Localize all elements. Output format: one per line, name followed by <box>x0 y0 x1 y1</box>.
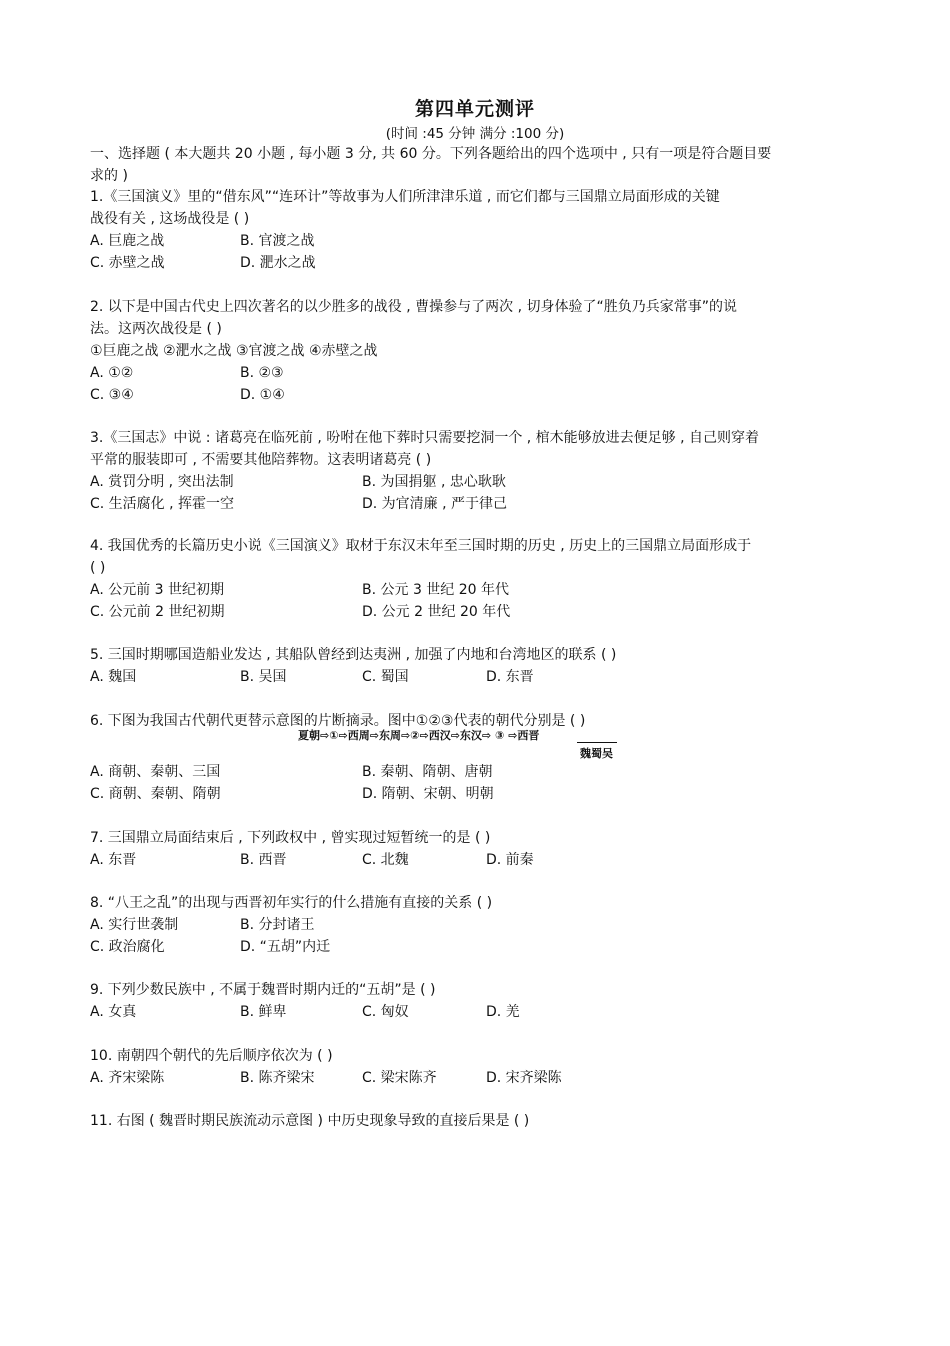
question-10 <box>90 1045 865 1089</box>
question-2-options-row-2 <box>90 384 865 406</box>
question-2-stem-1: 2. 以下是中国古代史上四次著名的以少胜多的战役 , 曹操参与了两次 , 切身体验了“胜负乃兵家常事”的说 <box>90 299 738 315</box>
option-b: B. 吴国 <box>240 669 287 685</box>
option-c: C. 公元前 2 世纪初期 <box>90 604 225 620</box>
option-b: B. 鲜卑 <box>240 1004 287 1020</box>
option-b: B. ②③ <box>240 365 284 381</box>
option-b: B. 官渡之战 <box>240 233 315 249</box>
question-1-options-row-1 <box>90 230 865 252</box>
option-c: C. 生活腐化 , 挥霍一空 <box>90 496 235 512</box>
option-a: A. 公元前 3 世纪初期 <box>90 582 225 598</box>
question-9-stem: 9. 下列少数民族中 , 不属于魏晋时期内迁的“五胡”是 ( ) <box>90 982 436 998</box>
option-c: C. 匈奴 <box>362 1004 409 1020</box>
question-4-options-row-1 <box>90 579 865 601</box>
question-8-stem: 8. “八王之乱”的出现与西晋初年实行的什么措施有直接的关系 ( ) <box>90 895 493 911</box>
option-a: A. 商朝、秦朝、三国 <box>90 764 221 780</box>
option-c: C. 赤壁之战 <box>90 255 165 271</box>
exam-time-score: (时间 :45 分钟 满分 :100 分) <box>385 126 565 142</box>
question-9 <box>90 979 865 1023</box>
question-4-stem-1: 4. 我国优秀的长篇历史小说《三国演义》取材于东汉末年至三国时期的历史 , 历史上的三国鼎立局面形成于 <box>90 538 752 554</box>
section-instructions <box>90 143 865 187</box>
question-3-stem-1: 3.《三国志》中说 : 诸葛亮在临死前 , 吩咐在他下葬时只需要挖洞一个 , 棺木能够放进去便足够 , 自己则穿着 <box>90 430 760 446</box>
question-6-stem: 6. 下图为我国古代朝代更替示意图的片断摘录。图中①②③代表的朝代分别是 ( ) <box>90 713 586 729</box>
option-b: B. 秦朝、隋朝、唐朝 <box>362 764 493 780</box>
option-a: A. 东晋 <box>90 852 137 868</box>
question-3 <box>90 427 865 515</box>
question-10-stem: 10. 南朝四个朝代的先后顺序依次为 ( ) <box>90 1048 333 1064</box>
option-d: D. ①④ <box>240 387 285 403</box>
question-4-stem-2: ( ) <box>90 560 106 576</box>
option-a: A. 赏罚分明 , 突出法制 <box>90 474 234 490</box>
option-c: C. ③④ <box>90 387 134 403</box>
option-d: D. 为官清廉 , 严于律己 <box>362 496 508 512</box>
question-2-stem-2: 法。这两次战役是 ( ) <box>90 321 222 337</box>
option-a: A. 巨鹿之战 <box>90 233 165 249</box>
question-10-options <box>90 1067 865 1089</box>
question-7-stem: 7. 三国鼎立局面结束后 , 下列政权中 , 曾实现过短暂统一的是 ( ) <box>90 830 491 846</box>
question-8-options-row-1 <box>90 914 865 936</box>
question-3-stem-2: 平常的服装即可 , 不需要其他陪葬物。这表明诸葛亮 ( ) <box>90 452 432 468</box>
option-b: B. 为国捐躯 , 忠心耿耿 <box>362 474 506 490</box>
three-kingdoms-label: 魏蜀吴 <box>580 747 613 760</box>
question-1 <box>90 186 865 274</box>
question-2-options-row-1 <box>90 362 865 384</box>
option-b: B. 陈齐梁宋 <box>240 1070 315 1086</box>
question-6-options-row-2 <box>90 783 865 805</box>
question-8 <box>90 892 865 958</box>
option-a: A. 实行世袭制 <box>90 917 179 933</box>
question-6-options-row-1 <box>90 761 865 783</box>
option-d: D. 隋朝、宋朝、明朝 <box>362 786 494 802</box>
question-2-items: ①巨鹿之战 ②淝水之战 ③官渡之战 ④赤壁之战 <box>90 343 378 359</box>
option-d: D. 宋齐梁陈 <box>486 1070 562 1086</box>
option-d: D. 前秦 <box>486 852 534 868</box>
sequence-underline <box>577 742 617 743</box>
option-a: A. 魏国 <box>90 669 137 685</box>
question-1-stem-1: 1.《三国演义》里的“借东风”“连环计”等故事为人们所津津乐道 , 而它们都与三国鼎立局面形成的关键 <box>90 189 720 205</box>
option-b: B. 分封诸王 <box>240 917 315 933</box>
question-7 <box>90 827 865 871</box>
question-5-stem: 5. 三国时期哪国造船业发达 , 其船队曾经到达夷洲 , 加强了内地和台湾地区的联系 ( ) <box>90 647 617 663</box>
instructions-line-2: 求的 ) <box>90 168 128 184</box>
question-8-options-row-2 <box>90 936 865 958</box>
question-3-options-row-2 <box>90 493 865 515</box>
dynasty-sequence: 夏朝⇨①⇨西周⇨东周⇨②⇨西汉⇨东汉⇨ ③ ⇨西晋 <box>298 729 540 742</box>
option-c: C. 商朝、秦朝、隋朝 <box>90 786 221 802</box>
option-b: B. 公元 3 世纪 20 年代 <box>362 582 510 598</box>
option-d: D. 淝水之战 <box>240 255 316 271</box>
option-a: A. 女真 <box>90 1004 137 1020</box>
option-d: D. 羌 <box>486 1004 520 1020</box>
option-c: C. 蜀国 <box>362 669 409 685</box>
question-4-options-row-2 <box>90 601 865 623</box>
option-d: D. “五胡”内迁 <box>240 939 331 955</box>
question-5-options <box>90 666 865 688</box>
instructions-line-1: 一、选择题 ( 本大题共 20 小题 , 每小题 3 分, 共 60 分。下列各题给出的四个选项中 , 只有一项是符合题目要 <box>90 146 772 162</box>
option-d: D. 公元 2 世纪 20 年代 <box>362 604 511 620</box>
question-5 <box>90 644 865 688</box>
question-7-options <box>90 849 865 871</box>
question-1-stem-2: 战役有关 , 这场战役是 ( ) <box>90 211 250 227</box>
question-4 <box>90 535 865 623</box>
question-9-options <box>90 1001 865 1023</box>
question-11 <box>90 1110 865 1132</box>
question-11-stem: 11. 右图 ( 魏晋时期民族流动示意图 ) 中历史现象导致的直接后果是 ( ) <box>90 1113 530 1129</box>
option-a: A. 齐宋梁陈 <box>90 1070 165 1086</box>
question-3-options-row-1 <box>90 471 865 493</box>
option-b: B. 西晋 <box>240 852 287 868</box>
question-2 <box>90 296 865 406</box>
option-a: A. ①② <box>90 365 134 381</box>
option-d: D. 东晋 <box>486 669 534 685</box>
question-1-options-row-2 <box>90 252 865 274</box>
option-c: C. 政治腐化 <box>90 939 165 955</box>
option-c: C. 梁宋陈齐 <box>362 1070 437 1086</box>
question-6-options <box>90 761 865 805</box>
option-c: C. 北魏 <box>362 852 409 868</box>
page-title: 第四单元测评 <box>414 98 535 120</box>
